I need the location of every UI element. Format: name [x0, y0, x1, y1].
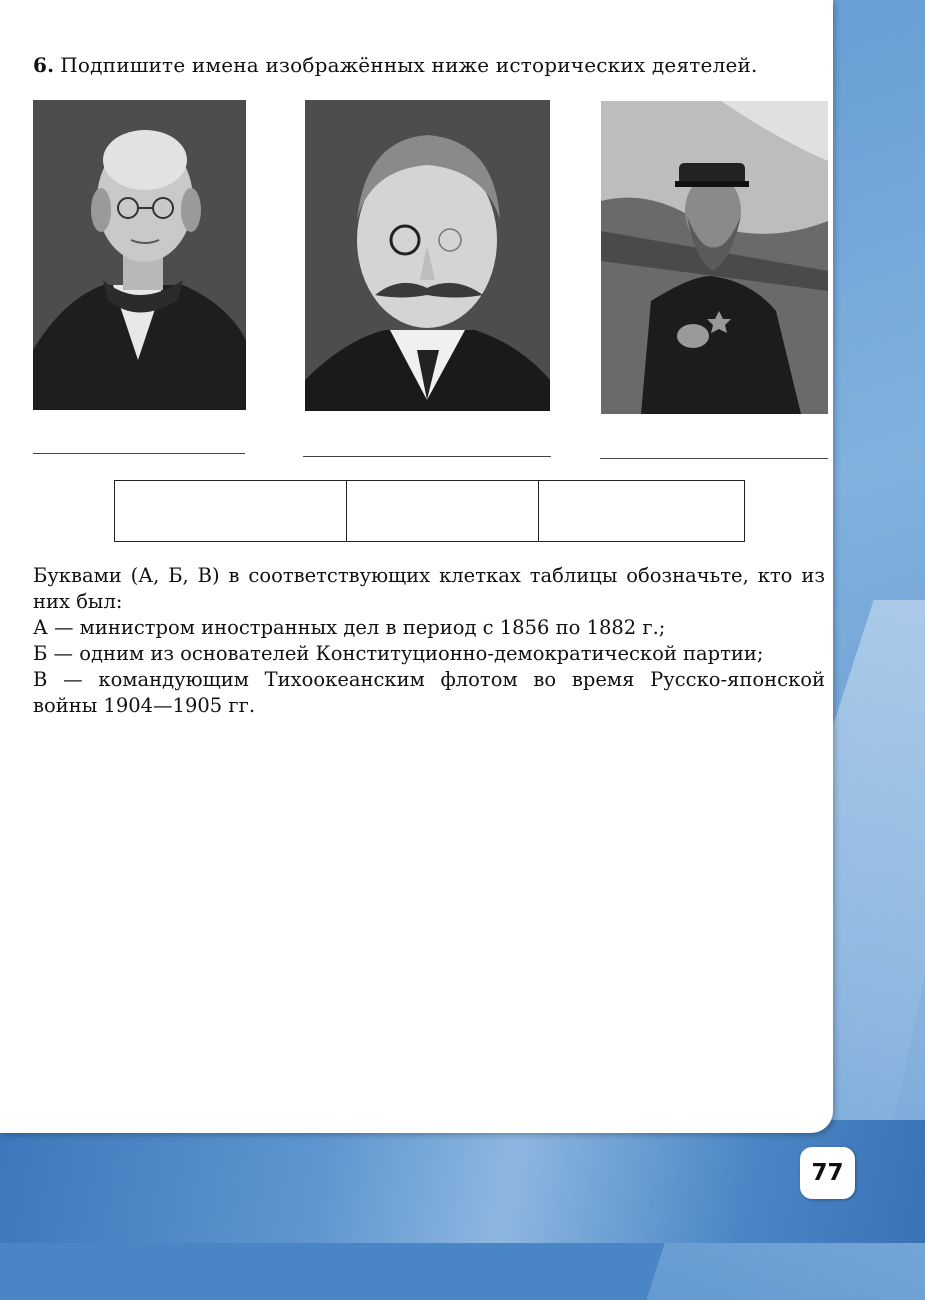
instruction-item-a: А — министром иностранных дел в период с 1856 по 1882 г.; — [33, 616, 666, 639]
task-number: 6. — [33, 53, 55, 77]
instruction-item-b: Б — одним из основателей Конституционно-демократической партии; — [33, 642, 764, 665]
answer-line-1[interactable] — [33, 453, 245, 454]
answer-cell-3[interactable] — [539, 481, 745, 542]
portrait-man-pince-nez-mustache-icon — [305, 100, 550, 411]
task-heading — [33, 53, 758, 77]
portrait-2 — [305, 100, 550, 411]
answer-line-3[interactable] — [600, 458, 828, 459]
portrait-elderly-man-glasses-icon — [33, 100, 246, 410]
portrait-3 — [601, 101, 828, 414]
instruction-item-v: В — командующим Тихоокеанским флотом во время Русско-японской войны 1904—1905 гг. — [33, 668, 825, 717]
background-bottom — [0, 1120, 925, 1243]
portrait-naval-officer-beard-icon — [601, 101, 828, 414]
instructions — [33, 563, 825, 719]
answer-table — [114, 480, 745, 542]
answer-line-2[interactable] — [303, 456, 551, 457]
task-prompt: Подпишите имена изображённых ниже исторических деятелей. — [60, 53, 758, 77]
portrait-1 — [33, 100, 246, 410]
answer-cell-1[interactable] — [115, 481, 347, 542]
answer-cell-2[interactable] — [347, 481, 539, 542]
page-number: 77 — [800, 1147, 855, 1199]
instructions-intro: Буквами (А, Б, В) в соответствующих клетках таблицы обозначьте, кто из них был: — [33, 564, 825, 613]
